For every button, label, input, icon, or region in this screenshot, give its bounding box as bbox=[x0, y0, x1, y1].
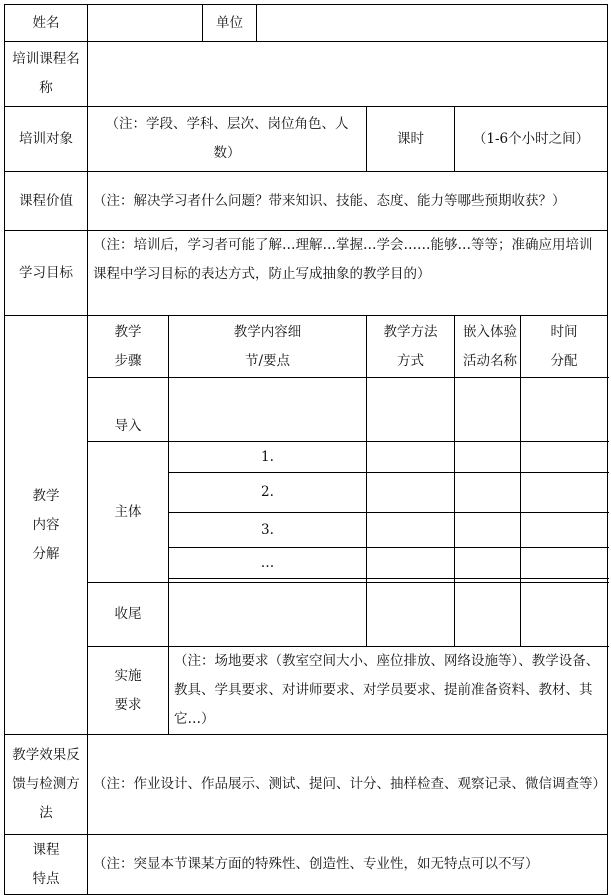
header-steps bbox=[88, 316, 169, 378]
intro-content-cell[interactable] bbox=[169, 378, 367, 442]
main-item-2[interactable]: 2. bbox=[169, 473, 367, 513]
header-methods-text: 教学方法方式 bbox=[383, 323, 438, 369]
breakdown-label-text: 教学内容分解 bbox=[32, 487, 60, 562]
main-3-methods-cell[interactable] bbox=[367, 513, 455, 548]
value-field[interactable]: （注：解决学习者什么问题？带来知识、技能、态度、能力等哪些预期收获？） bbox=[88, 172, 608, 231]
implement-field[interactable]: （注：场地要求（教室空间大小、座位排放、网络设施等）、教学设备、教具、学具要求、对讲师要求、对学员要求、提前准备资料、教材、其它…） bbox=[169, 647, 608, 735]
stage-main: 主体 bbox=[88, 442, 169, 583]
training-course-form bbox=[4, 4, 608, 895]
main-item-3[interactable]: 3. bbox=[169, 513, 367, 548]
name-field[interactable] bbox=[88, 5, 203, 42]
main-4-activity-cell[interactable] bbox=[455, 548, 521, 579]
unit-field[interactable] bbox=[257, 5, 608, 42]
header-content bbox=[169, 316, 367, 378]
header-methods bbox=[367, 316, 455, 378]
header-activity bbox=[455, 316, 521, 378]
ending-activity-cell[interactable] bbox=[455, 583, 521, 647]
stage-intro: 导入 bbox=[88, 378, 169, 442]
feature-label-text: 课程特点 bbox=[32, 841, 60, 887]
main-1-methods-cell[interactable] bbox=[367, 442, 455, 473]
audience-label: 培训对象 bbox=[5, 107, 88, 172]
stage-ending: 收尾 bbox=[88, 583, 169, 647]
hours-label: 课时 bbox=[367, 107, 455, 172]
intro-methods-cell[interactable] bbox=[367, 378, 455, 442]
implement-label-text: 实施要求 bbox=[114, 667, 142, 713]
main-2-methods-cell[interactable] bbox=[367, 473, 455, 513]
feedback-field[interactable]: （注：作业设计、作品展示、测试、提问、计分、抽样检查、观察记录、微信调查等） bbox=[88, 735, 608, 835]
hours-field[interactable]: （1-6个小时之间） bbox=[455, 107, 608, 172]
name-label: 姓名 bbox=[5, 5, 88, 42]
main-2-activity-cell[interactable] bbox=[455, 473, 521, 513]
main-3-activity-cell[interactable] bbox=[455, 513, 521, 548]
main-1-activity-cell[interactable] bbox=[455, 442, 521, 473]
goal-label: 学习目标 bbox=[5, 231, 88, 316]
header-time-text: 时间分配 bbox=[550, 323, 578, 369]
course-name-label: 培训课程名称 bbox=[5, 42, 88, 107]
unit-label: 单位 bbox=[203, 5, 257, 42]
header-content-text: 教学内容细节/要点 bbox=[233, 323, 302, 369]
feature-field[interactable]: （注：突显本节课某方面的特殊性、创造性、专业性，如无特点可以不写） bbox=[88, 835, 608, 895]
ending-methods-cell[interactable] bbox=[367, 583, 455, 647]
implement-label bbox=[88, 647, 169, 735]
main-2-time-cell[interactable] bbox=[521, 473, 608, 513]
feedback-label: 教学效果反馈与检测方法 bbox=[5, 735, 88, 835]
header-steps-text: 教学步骤 bbox=[114, 323, 142, 369]
intro-activity-cell[interactable] bbox=[455, 378, 521, 442]
value-label: 课程价值 bbox=[5, 172, 88, 231]
main-3-time-cell[interactable] bbox=[521, 513, 608, 548]
ending-time-cell[interactable] bbox=[521, 583, 608, 647]
main-1-time-cell[interactable] bbox=[521, 442, 608, 473]
feature-label bbox=[5, 835, 88, 895]
intro-time-cell[interactable] bbox=[521, 378, 608, 442]
audience-field[interactable]: （注：学段、学科、层次、岗位角色、人数） bbox=[88, 107, 367, 172]
goal-field[interactable]: （注：培训后，学习者可能了解…理解…掌握…学会……能够…等等；准确应用培训课程中学习目标的表达方式，防止写成抽象的教学目的） bbox=[88, 231, 608, 316]
breakdown-label bbox=[5, 316, 88, 735]
main-item-1[interactable]: 1. bbox=[169, 442, 367, 473]
main-4-methods-cell[interactable] bbox=[367, 548, 455, 579]
header-activity-text: 嵌入体验活动名称 bbox=[463, 323, 517, 369]
main-4-time-cell[interactable] bbox=[521, 548, 608, 579]
course-name-field[interactable] bbox=[88, 42, 608, 107]
main-item-4[interactable]: … bbox=[169, 548, 367, 579]
header-time bbox=[521, 316, 608, 378]
ending-content-cell[interactable] bbox=[169, 583, 367, 647]
